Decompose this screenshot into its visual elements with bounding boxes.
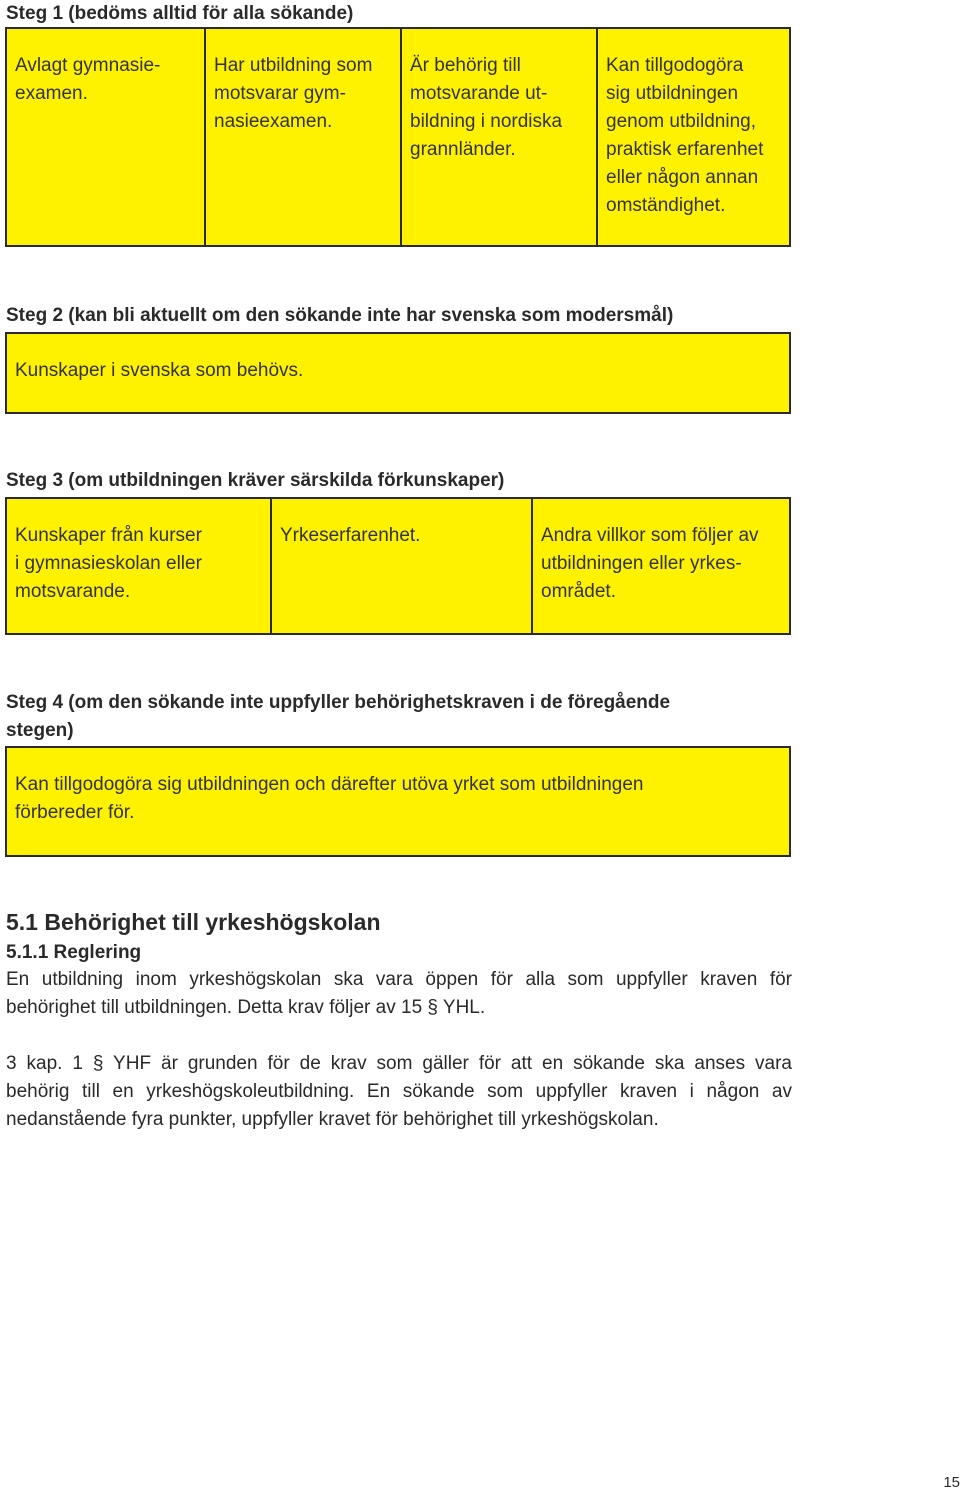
cell-line: Yrkeserfarenhet. bbox=[280, 525, 421, 546]
paragraph-1 bbox=[6, 966, 792, 1022]
step2-heading: Steg 2 (kan bli aktuellt om den sökande inte har svenska som modersmål) bbox=[6, 305, 674, 326]
cell-line: motsvarar gym- bbox=[214, 83, 346, 104]
cell-line: eller någon annan bbox=[606, 167, 759, 188]
step4-cell bbox=[7, 748, 789, 855]
cell-line: Andra villkor som följer av bbox=[541, 525, 759, 546]
step1-cell-3 bbox=[400, 29, 596, 245]
step2-cell bbox=[7, 334, 789, 412]
paragraph-2 bbox=[6, 1050, 792, 1134]
cell-line: Har utbildning som bbox=[214, 55, 373, 76]
step1-cell-2 bbox=[204, 29, 400, 245]
step1-box bbox=[5, 27, 791, 247]
step4-box bbox=[5, 746, 791, 857]
cell-line: Kunskaper från kurser bbox=[15, 525, 202, 546]
cell-line: Kan tillgodogöra sig utbildningen och därefter utöva yrket som utbildningen bbox=[15, 774, 644, 795]
cell-line: bildning i nordiska bbox=[410, 111, 563, 132]
step2-box bbox=[5, 332, 791, 414]
page-number: 15 bbox=[943, 1474, 960, 1491]
cell-line: genom utbildning, bbox=[606, 111, 756, 132]
heading-line: stegen) bbox=[6, 720, 74, 741]
cell-line: omständighet. bbox=[606, 195, 726, 216]
cell-line: utbildningen eller yrkes- bbox=[541, 553, 742, 574]
step1-cell-4 bbox=[596, 29, 789, 245]
cell-line: praktisk erfarenhet bbox=[606, 139, 764, 160]
paragraph-line: behörighet till utbildningen. Detta krav följer av 15 § YHL. bbox=[6, 997, 486, 1018]
paragraph-line: behörig till en yrkeshögskoleutbildning. En sökande som uppfyller kraven i någon av bbox=[6, 1081, 792, 1102]
cell-line: motsvarande. bbox=[15, 581, 131, 602]
cell-line: Kan tillgodogöra bbox=[606, 55, 744, 76]
step1-heading: Steg 1 (bedöms alltid för alla sökande) bbox=[6, 3, 354, 24]
step3-heading: Steg 3 (om utbildningen kräver särskilda förkunskaper) bbox=[6, 470, 505, 491]
cell-line: området. bbox=[541, 581, 616, 602]
step3-cell-3 bbox=[531, 499, 789, 633]
cell-line: förbereder för. bbox=[15, 802, 135, 823]
step3-cell-1 bbox=[7, 499, 270, 633]
paragraph-line: En utbildning inom yrkeshögskolan ska vara öppen för alla som uppfyller kraven för bbox=[6, 969, 792, 990]
cell-line: motsvarande ut- bbox=[410, 83, 548, 104]
cell-line: Kunskaper i svenska som behövs. bbox=[15, 360, 304, 381]
section-subtitle: 5.1.1 Reglering bbox=[6, 942, 142, 963]
cell-line: i gymnasieskolan eller bbox=[15, 553, 202, 574]
cell-line: nasieexamen. bbox=[214, 111, 333, 132]
cell-line: grannländer. bbox=[410, 139, 516, 160]
step3-box bbox=[5, 497, 791, 635]
step4-heading bbox=[6, 689, 670, 745]
section-title: 5.1 Behörighet till yrkeshögskolan bbox=[6, 909, 381, 935]
paragraph-line: nedanstående fyra punkter, uppfyller kravet för behörighet till yrkeshögskolan. bbox=[6, 1109, 659, 1130]
cell-line: sig utbildningen bbox=[606, 83, 739, 104]
cell-line: Är behörig till bbox=[410, 55, 521, 76]
step3-cell-2 bbox=[270, 499, 531, 633]
cell-line: examen. bbox=[15, 83, 88, 104]
step1-cell-1 bbox=[7, 29, 204, 245]
paragraph-line: 3 kap. 1 § YHF är grunden för de krav som gäller för att en sökande ska anses vara bbox=[6, 1053, 792, 1074]
cell-line: Avlagt gymnasie- bbox=[15, 55, 161, 76]
heading-line: Steg 4 (om den sökande inte uppfyller behörighetskraven i de föregående bbox=[6, 692, 671, 713]
